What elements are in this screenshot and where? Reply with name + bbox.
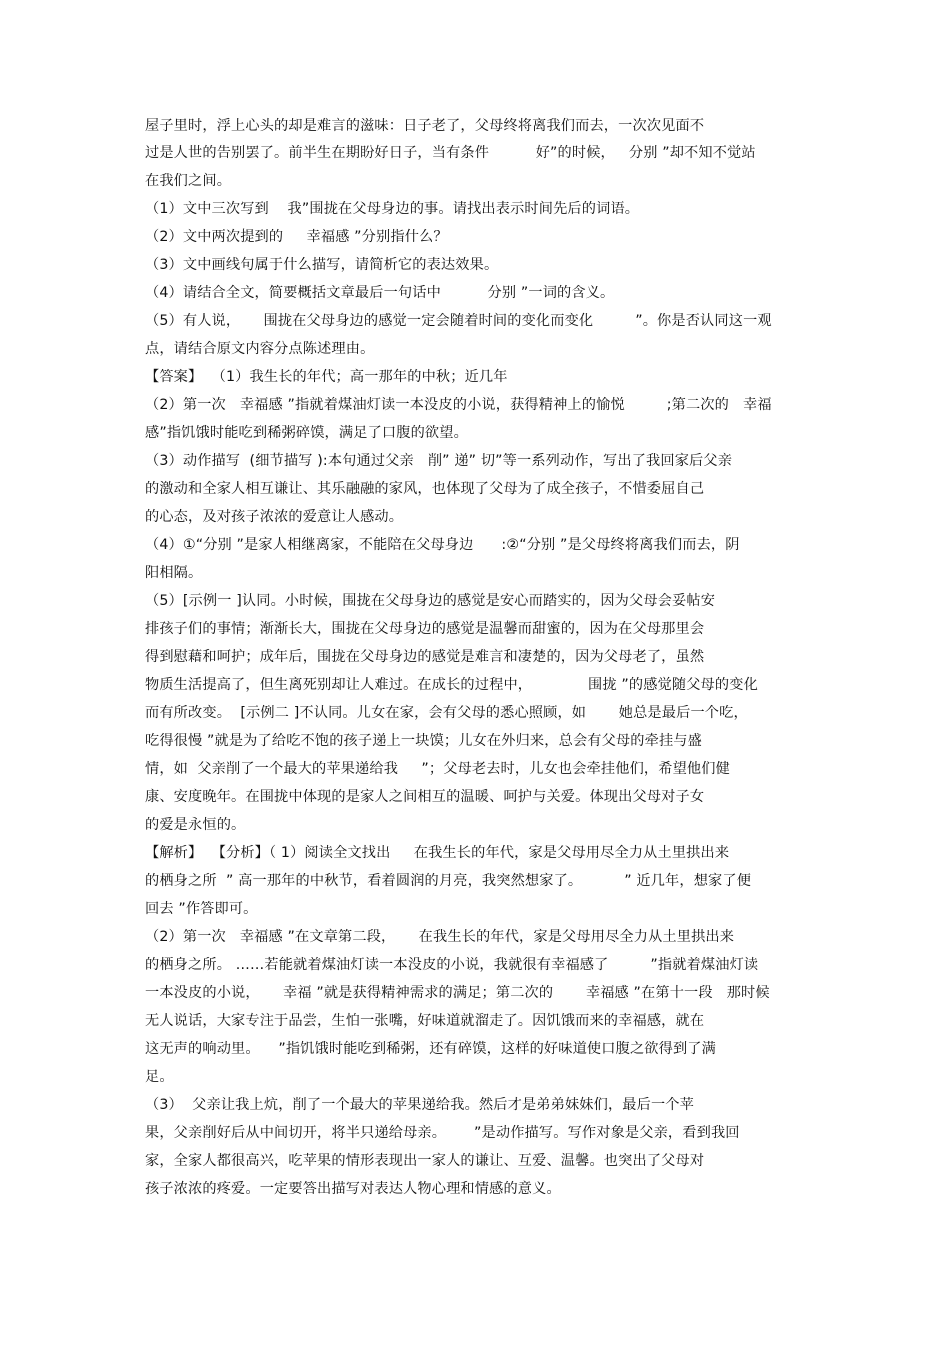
text-line: 点，请结合原文内容分点陈述理由。 — [145, 341, 375, 357]
text-line: 孩子浓浓的疼爱。一定要答出描写对表达人物心理和情感的意义。 — [145, 1181, 561, 1197]
text-line: 的栖身之所 ” 高一那年的中秋节，看着圆润的月亮，我突然想家了。 ” 近几年，想家了便 — [145, 873, 752, 889]
text-line: （3） 父亲让我上炕，削了一个最大的苹果递给我。然后才是弟弟妹妹们，最后一个苹 — [145, 1097, 694, 1113]
text-line: （5）[示例一 ]认同。小时候，围拢在父母身边的感觉是安心而踏实的，因为父母会妥帖安 — [145, 593, 716, 609]
text-line: 得到慰藉和呵护；成年后，围拢在父母身边的感觉是难言和凄楚的，因为父母老了，虽然 — [145, 649, 705, 665]
text-line: 这无声的响动里。 ”指饥饿时能吃到稀粥，还有碎馍，这样的好味道使口腹之欲得到了满 — [145, 1041, 716, 1057]
text-line: 的心态，及对孩子浓浓的爱意让人感动。 — [145, 509, 404, 525]
text-line: （3）文中画线句属于什么描写，请简析它的表达效果。 — [145, 257, 499, 273]
text-line: （2）第一次 幸福感 ”指就着煤油灯读一本没皮的小说，获得精神上的愉悦 ;第二次的 幸福 — [145, 397, 772, 413]
text-line: （4）①“分别 ”是家人相继离家，不能陪在父母身边 :②“分别 ”是父母终将离我们而去，阴 — [145, 537, 740, 553]
text-line: 排孩子们的事情；渐渐长大，围拢在父母身边的感觉是温馨而甜蜜的，因为在父母那里会 — [145, 621, 705, 637]
text-line: 的激动和全家人相互谦让、其乐融融的家风，也体现了父母为了成全孩子，不惜委屈自己 — [145, 481, 705, 497]
text-line: 足。 — [145, 1069, 174, 1085]
text-line: 家，全家人都很高兴，吃苹果的情形表现出一家人的谦让、互爱、温馨。也突出了父母对 — [145, 1153, 705, 1169]
text-line: 的栖身之所。 ……若能就着煤油灯读一本没皮的小说，我就很有幸福感了 ”指就着煤油灯读 — [145, 957, 759, 973]
text-line: 的爱是永恒的。 — [145, 817, 246, 833]
text-line: 在我们之间。 — [145, 173, 232, 189]
text-line: 【答案】 （1）我生长的年代；高一那年的中秋；近几年 — [145, 369, 508, 385]
text-line: （1）文中三次写到 我”围拢在父母身边的事。请找出表示时间先后的词语。 — [145, 201, 640, 217]
text-line: 吃得很慢 ”就是为了给吃不饱的孩子递上一块馍；儿女在外归来，总会有父母的牵挂与盛 — [145, 733, 702, 749]
text-line: 一本没皮的小说， 幸福 ”就是获得精神需求的满足；第二次的 幸福感 ”在第十一段 那时候 — [145, 985, 770, 1001]
text-line: （5）有人说， 围拢在父母身边的感觉一定会随着时间的变化而变化 ”。你是否认同这一观 — [145, 313, 772, 329]
text-line: 【解析】 【分析】（ 1）阅读全文找出 在我生长的年代，家是父母用尽全力从土里拱出来 — [145, 845, 730, 861]
text-line: （4）请结合全文，简要概括文章最后一句话中 分别 ”一词的含义。 — [145, 285, 615, 301]
text-line: 阳相隔。 — [145, 565, 203, 581]
text-line: 情，如 父亲削了一个最大的苹果递给我 ”；父母老去时，儿女也会牵挂他们，希望他们健 — [145, 761, 730, 777]
text-line: （2）文中两次提到的 幸福感 ”分别指什么？ — [145, 229, 448, 245]
text-line: 无人说话，大家专注于品尝，生怕一张嘴，好味道就溜走了。因饥饿而来的幸福感，就在 — [145, 1013, 705, 1029]
text-line: 果，父亲削好后从中间切开，将半只递给母亲。 ”是动作描写。写作对象是父亲，看到我回 — [145, 1125, 740, 1141]
text-line: 而有所改变。 [示例二 ]不认同。儿女在家，会有父母的悉心照顾，如 她总是最后一个吃， — [145, 705, 748, 721]
text-line: （2）第一次 幸福感 ”在文章第二段， 在我生长的年代，家是父母用尽全力从土里拱出来 — [145, 929, 735, 945]
text-line: 感”指饥饿时能吃到稀粥碎馍，满足了口腹的欲望。 — [145, 425, 468, 441]
text-line: 过是人世的告别罢了。前半生在期盼好日子，当有条件 好”的时候， 分别 ”却不知不觉站 — [145, 145, 756, 161]
text-line: 物质生活提高了，但生离死别却让人难过。在成长的过程中， 围拢 ”的感觉随父母的变化 — [145, 677, 758, 693]
text-line: （3）动作描写 (细节描写 ):本句通过父亲 削” 递” 切”等一系列动作，写出了我回家后父亲 — [145, 453, 733, 469]
text-line: 屋子里时，浮上心头的却是难言的滋味：日子老了，父母终将离我们而去，一次次见面不 — [145, 118, 705, 134]
text-line: 康、安度晚年。在围拢中体现的是家人之间相互的温暖、呵护与关爱。体现出父母对子女 — [145, 789, 705, 805]
text-line: 回去 ”作答即可。 — [145, 901, 258, 917]
